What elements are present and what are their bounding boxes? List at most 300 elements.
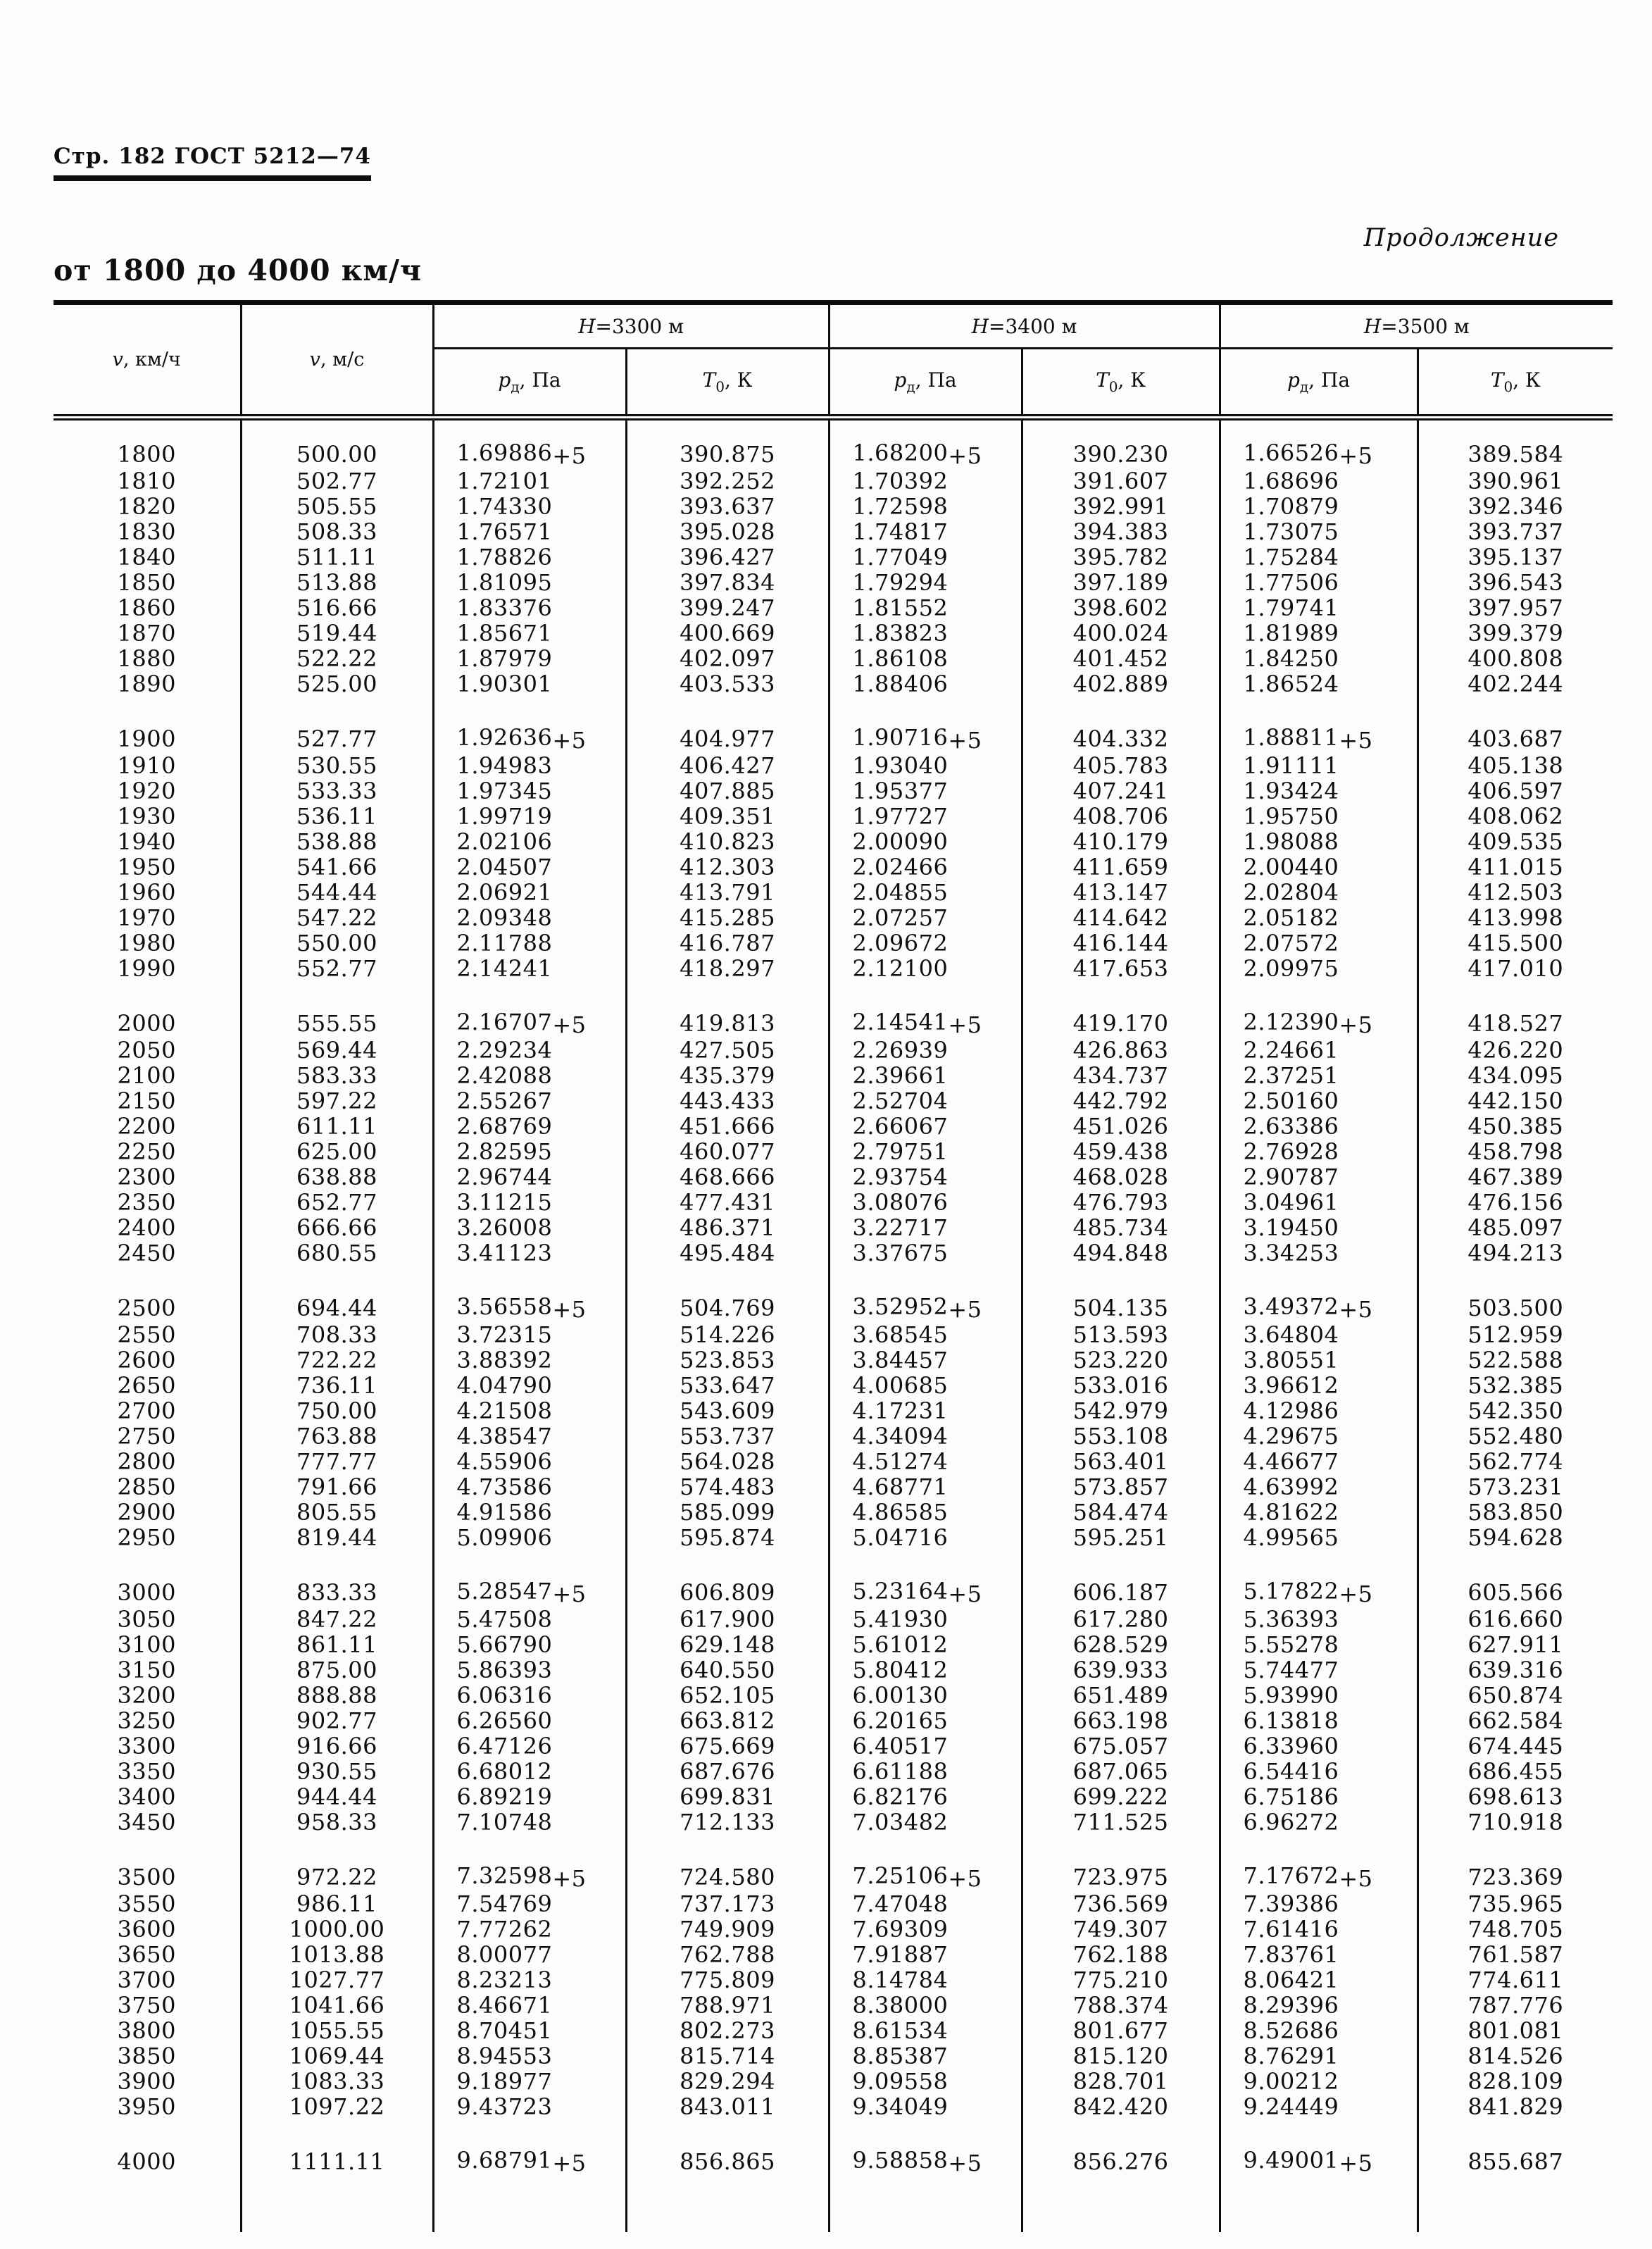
table-row [54,494,1613,519]
cell-v-ms: 513.88 [241,570,433,595]
cell-t-3300: 737.173 [626,1891,829,1917]
col-header-p-3300 [433,349,626,418]
cell-v-kmh: 1900 [117,725,176,752]
cell-t-3300: 460.077 [626,1139,829,1164]
spacer-cell [433,1550,626,1578]
cell-v-kmh: 1840 [117,543,176,571]
cell-v-kmh: 1810 [117,467,176,494]
cell-t-3300: 775.809 [626,1967,829,1993]
cell-p-3400: 2.07257 [829,905,1022,930]
cell-t-3400: 542.979 [1022,1398,1220,1423]
cell-p-3300: 4.55906 [433,1449,626,1474]
table-row [54,1759,1613,1784]
cell-p-3500: 1.88811+5 [1220,725,1418,753]
cell-p-3400: 1.90716+5 [829,725,1022,753]
cell-t-3400: 434.737 [1022,1063,1220,1088]
cell-t-3300: 687.676 [626,1759,829,1784]
table-row [54,646,1613,671]
cell-t-3500: 494.213 [1418,1240,1613,1266]
cell-v-kmh: 2050 [117,1036,176,1064]
exponent-suffix: +5 [1339,1011,1373,1038]
cell-t-3300: 412.303 [626,854,829,880]
h-symbol: H [1363,314,1382,338]
group-header-h3500 [1220,303,1613,349]
cell-p-3300: 5.66790 [433,1632,626,1657]
cell-p-3300: 2.96744 [433,1164,626,1190]
cell-t-3300: 595.874 [626,1525,829,1550]
cell-t-3300: 843.011 [626,2094,829,2119]
cell-t-3500: 458.798 [1418,1139,1613,1164]
cell-t-3300: 514.226 [626,1322,829,1347]
cell-t-3400: 391.607 [1022,468,1220,494]
cell-v-kmh: 3900 [117,2067,176,2095]
cell-p-3500: 2.02804 [1220,880,1418,905]
cell-p-3500: 1.73075 [1220,519,1418,544]
cell-v-kmh: 1870 [117,619,176,647]
cell-p-3400: 1.88406 [829,671,1022,697]
spacer-cell [241,1550,433,1578]
cell-p-3400: 5.61012 [829,1632,1022,1657]
p-subscript: д [906,378,915,395]
cell-v-ms: 680.55 [241,1240,433,1266]
cell-p-3500: 3.34253 [1220,1240,1418,1266]
cell-t-3500: 396.543 [1418,570,1613,595]
cell-t-3300: 652.105 [626,1683,829,1708]
cell-p-3500: 3.80551 [1220,1347,1418,1373]
cell-t-3400: 723.975 [1022,1863,1220,1891]
spacer-cell [1022,981,1220,1009]
spacer-cell [54,2119,241,2148]
spacer-cell [626,418,829,440]
cell-p-3500: 2.76928 [1220,1139,1418,1164]
cell-t-3400: 663.198 [1022,1708,1220,1733]
cell-t-3400: 687.065 [1022,1759,1220,1784]
spacer-cell [1220,1266,1418,1294]
cell-p-3400: 4.86585 [829,1500,1022,1525]
v-kmh-unit: , км/ч [123,349,181,370]
spacer-cell [829,2119,1022,2148]
spacer-cell [1022,697,1220,725]
cell-v-ms: 1111.11 [241,2148,433,2176]
cell-v-ms: 552.77 [241,956,433,981]
cell-v-ms: 777.77 [241,1449,433,1474]
cell-v-ms: 508.33 [241,519,433,544]
cell-t-3300: 606.809 [626,1578,829,1607]
cell-p-3400: 2.00090 [829,829,1022,854]
cell-p-3400: 7.91887 [829,1942,1022,1967]
cell-p-3400: 1.97727 [829,804,1022,829]
cell-p-3300: 9.43723 [433,2094,626,2119]
cell-p-3500: 3.96612 [1220,1373,1418,1398]
cell-t-3300: 712.133 [626,1809,829,1835]
cell-p-3300: 2.04507 [433,854,626,880]
table-row [54,725,1613,753]
cell-t-3500: 393.737 [1418,519,1613,544]
cell-p-3300: 2.82595 [433,1139,626,1164]
table-row [54,1373,1613,1398]
cell-t-3300: 396.427 [626,544,829,570]
spacer-cell [433,2176,626,2232]
cell-p-3500: 5.93990 [1220,1683,1418,1708]
cell-t-3500: 650.874 [1418,1683,1613,1708]
cell-t-3300: 399.247 [626,595,829,621]
table-row [54,621,1613,646]
cell-p-3400: 1.68200+5 [829,440,1022,468]
cell-v-kmh: 3450 [117,1808,176,1836]
cell-v-ms: 875.00 [241,1657,433,1683]
cell-t-3300: 402.097 [626,646,829,671]
cell-p-3400: 3.37675 [829,1240,1022,1266]
cell-p-3400: 5.41930 [829,1607,1022,1632]
spacer-cell [829,697,1022,725]
cell-p-3400: 2.66067 [829,1114,1022,1139]
cell-p-3500: 4.99565 [1220,1525,1418,1550]
cell-p-3400: 6.00130 [829,1683,1022,1708]
cell-t-3400: 408.706 [1022,804,1220,829]
cell-t-3400: 400.024 [1022,621,1220,646]
cell-p-3500: 8.29396 [1220,1993,1418,2018]
cell-t-3300: 409.351 [626,804,829,829]
table-row [54,778,1613,804]
cell-p-3400: 7.03482 [829,1809,1022,1835]
spacer-cell [1022,1835,1220,1863]
cell-t-3300: 427.505 [626,1038,829,1063]
cell-p-3400: 3.22717 [829,1215,1022,1240]
cell-p-3300: 2.29234 [433,1038,626,1063]
cell-p-3300: 6.47126 [433,1733,626,1759]
cell-p-3500: 6.13818 [1220,1708,1418,1733]
cell-v-kmh: 2900 [117,1498,176,1526]
cell-t-3300: 617.900 [626,1607,829,1632]
cell-p-3300: 2.14241 [433,956,626,981]
table-row [54,671,1613,697]
cell-v-kmh: 3200 [117,1681,176,1709]
cell-v-kmh: 1940 [117,828,176,855]
cell-p-3400: 3.08076 [829,1190,1022,1215]
cell-t-3400: 476.793 [1022,1190,1220,1215]
cell-v-ms: 750.00 [241,1398,433,1423]
cell-v-ms: 541.66 [241,854,433,880]
cell-v-ms: 597.22 [241,1088,433,1114]
cell-t-3500: 390.961 [1418,468,1613,494]
cell-t-3500: 686.455 [1418,1759,1613,1784]
cell-v-ms: 791.66 [241,1474,433,1500]
exponent-suffix: +5 [1339,442,1373,469]
cell-v-ms: 736.11 [241,1373,433,1398]
cell-p-3300: 3.41123 [433,1240,626,1266]
cell-p-3500: 2.50160 [1220,1088,1418,1114]
exponent-suffix: +5 [552,442,587,469]
cell-t-3400: 411.659 [1022,854,1220,880]
cell-t-3400: 699.222 [1022,1784,1220,1809]
cell-t-3500: 639.316 [1418,1657,1613,1683]
cell-v-ms: 625.00 [241,1139,433,1164]
spacer-cell [241,2119,433,2148]
cell-v-kmh: 2450 [117,1239,176,1266]
cell-p-3500: 8.52686 [1220,2018,1418,2043]
cell-v-ms: 544.44 [241,880,433,905]
cell-t-3500: 426.220 [1418,1038,1613,1063]
cell-v-kmh: 3100 [117,1631,176,1658]
cell-t-3400: 404.332 [1022,725,1220,753]
cell-t-3400: 395.782 [1022,544,1220,570]
spacer-cell [1418,2176,1613,2232]
cell-p-3500: 1.93424 [1220,778,1418,804]
spacer-cell [54,697,241,725]
v-symbol: v [309,349,320,370]
cell-t-3400: 617.280 [1022,1607,1220,1632]
cell-t-3500: 512.959 [1418,1322,1613,1347]
exponent-suffix: +5 [1339,726,1373,754]
cell-v-kmh: 2650 [117,1371,176,1399]
table-row [54,1114,1613,1139]
cell-p-3400: 5.04716 [829,1525,1022,1550]
table-row [54,1088,1613,1114]
cell-t-3400: 749.307 [1022,1917,1220,1942]
cell-p-3300: 3.26008 [433,1215,626,1240]
cell-t-3300: 749.909 [626,1917,829,1942]
table-row [54,854,1613,880]
cell-v-ms: 1041.66 [241,1993,433,2018]
cell-t-3500: 392.346 [1418,494,1613,519]
cell-p-3400: 2.79751 [829,1139,1022,1164]
cell-p-3400: 4.51274 [829,1449,1022,1474]
v-ms-unit: , м/с [320,349,365,370]
cell-t-3500: 417.010 [1418,956,1613,981]
table-row [54,1891,1613,1917]
exponent-suffix: +5 [552,1011,587,1038]
cell-t-3400: 402.889 [1022,671,1220,697]
cell-t-3500: 434.095 [1418,1063,1613,1088]
spacer-cell [1418,418,1613,440]
cell-t-3400: 451.026 [1022,1114,1220,1139]
spacer-cell [54,418,241,440]
cell-p-3400: 1.77049 [829,544,1022,570]
cell-v-ms: 722.22 [241,1347,433,1373]
cell-v-kmh: 2400 [117,1214,176,1241]
cell-v-ms: 986.11 [241,1891,433,1917]
table-row [54,804,1613,829]
cell-v-kmh: 1820 [117,492,176,520]
table-row [54,440,1613,468]
cell-p-3500: 1.91111 [1220,753,1418,778]
cell-t-3500: 774.611 [1418,1967,1613,1993]
cell-t-3400: 736.569 [1022,1891,1220,1917]
table-row [54,753,1613,778]
p-symbol: p [1287,368,1300,392]
cell-t-3400: 390.230 [1022,440,1220,468]
cell-p-3400: 9.58858+5 [829,2148,1022,2176]
cell-v-ms: 1083.33 [241,2069,433,2094]
range-title: от 1800 до 4000 км/ч [54,254,422,287]
spacer-cell [54,981,241,1009]
table-row [54,1294,1613,1322]
cell-v-kmh: 3400 [117,1783,176,1810]
cell-v-kmh: 2850 [117,1473,176,1500]
cell-p-3500: 9.49001+5 [1220,2148,1418,2176]
cell-t-3400: 628.529 [1022,1632,1220,1657]
cell-t-3300: 416.787 [626,930,829,956]
cell-t-3300: 443.433 [626,1088,829,1114]
cell-v-ms: 847.22 [241,1607,433,1632]
cell-p-3500: 2.05182 [1220,905,1418,930]
cell-t-3500: 801.081 [1418,2018,1613,2043]
cell-v-ms: 527.77 [241,725,433,753]
cell-v-kmh: 4000 [117,2148,176,2175]
spacer-cell [433,697,626,725]
exponent-suffix: +5 [552,726,587,754]
cell-p-3300: 6.68012 [433,1759,626,1784]
cell-p-3300: 4.21508 [433,1398,626,1423]
cell-t-3300: 390.875 [626,440,829,468]
table-row [54,544,1613,570]
cell-p-3400: 2.26939 [829,1038,1022,1063]
cell-t-3300: 419.813 [626,1009,829,1038]
cell-v-ms: 611.11 [241,1114,433,1139]
cell-p-3400: 1.86108 [829,646,1022,671]
cell-t-3500: 532.385 [1418,1373,1613,1398]
cell-t-3300: 574.483 [626,1474,829,1500]
continuation-label: Продолжение [1363,224,1559,252]
cell-p-3300: 2.09348 [433,905,626,930]
spacer-cell [1418,697,1613,725]
cell-t-3400: 513.593 [1022,1322,1220,1347]
cell-t-3500: 402.244 [1418,671,1613,697]
cell-v-ms: 861.11 [241,1632,433,1657]
cell-v-ms: 708.33 [241,1322,433,1347]
cell-t-3300: 856.865 [626,2148,829,2176]
table-row [54,1190,1613,1215]
cell-t-3400: 392.991 [1022,494,1220,519]
table-row [54,1398,1613,1423]
cell-t-3500: 403.687 [1418,725,1613,753]
cell-v-ms: 833.33 [241,1578,433,1607]
cell-v-kmh: 3800 [117,2017,176,2044]
spacer-row [54,418,1613,440]
cell-v-kmh: 1830 [117,518,176,545]
cell-v-ms: 888.88 [241,1683,433,1708]
cell-p-3500: 5.36393 [1220,1607,1418,1632]
cell-p-3500: 1.98088 [1220,829,1418,854]
cell-p-3500: 3.64804 [1220,1322,1418,1347]
cell-v-kmh: 2100 [117,1061,176,1089]
exponent-suffix: +5 [552,2149,587,2176]
table-row [54,595,1613,621]
table-row [54,1917,1613,1942]
cell-t-3300: 406.427 [626,753,829,778]
cell-t-3300: 675.669 [626,1733,829,1759]
table-row [54,1063,1613,1088]
cell-t-3300: 762.788 [626,1942,829,1967]
spacer-cell [241,2176,433,2232]
t-unit: , К [1118,368,1146,392]
cell-v-ms: 1013.88 [241,1942,433,1967]
cell-p-3400: 2.09672 [829,930,1022,956]
cell-p-3500: 6.75186 [1220,1784,1418,1809]
table-row [54,1863,1613,1891]
spacer-cell [626,2119,829,2148]
cell-t-3500: 787.776 [1418,1993,1613,2018]
cell-p-3300: 8.94553 [433,2043,626,2069]
cell-v-kmh: 3150 [117,1656,176,1683]
spacer-row [54,981,1613,1009]
cell-p-3400: 1.79294 [829,570,1022,595]
spacer-cell [1022,2119,1220,2148]
cell-p-3400: 8.61534 [829,2018,1022,2043]
cell-p-3400: 6.20165 [829,1708,1022,1733]
exponent-suffix: +5 [948,1864,982,1892]
cell-v-kmh: 2550 [117,1321,176,1348]
cell-v-kmh: 2500 [117,1294,176,1321]
t-symbol: T [1096,368,1109,392]
cell-v-kmh: 3850 [117,2042,176,2069]
t-subscript: 0 [715,378,725,395]
cell-v-kmh: 2700 [117,1397,176,1424]
spacer-cell [54,1550,241,1578]
cell-t-3500: 476.156 [1418,1190,1613,1215]
cell-v-ms: 555.55 [241,1009,433,1038]
cell-t-3300: 413.791 [626,880,829,905]
cell-p-3500: 2.63386 [1220,1114,1418,1139]
spacer-cell [1022,1550,1220,1578]
spacer-cell [1220,1835,1418,1863]
cell-p-3400: 1.70392 [829,468,1022,494]
cell-v-kmh: 1980 [117,929,176,957]
cell-p-3400: 2.02466 [829,854,1022,880]
h-symbol: H [578,314,596,338]
t-symbol: T [702,368,716,392]
spacer-cell [241,1266,433,1294]
exponent-suffix: +5 [948,2149,982,2176]
cell-v-ms: 516.66 [241,595,433,621]
cell-t-3400: 711.525 [1022,1809,1220,1835]
cell-t-3300: 533.647 [626,1373,829,1398]
cell-t-3300: 523.853 [626,1347,829,1373]
cell-t-3300: 504.769 [626,1294,829,1322]
spacer-cell [433,1266,626,1294]
col-header-p-3400 [829,349,1022,418]
cell-p-3300: 4.04790 [433,1373,626,1398]
cell-t-3500: 841.829 [1418,2094,1613,2119]
cell-v-ms: 522.22 [241,646,433,671]
cell-t-3500: 400.808 [1418,646,1613,671]
spacer-cell [1418,1550,1613,1578]
spacer-row [54,697,1613,725]
cell-p-3500: 1.75284 [1220,544,1418,570]
spacer-cell [1220,981,1418,1009]
cell-v-kmh: 3300 [117,1732,176,1759]
cell-p-3400: 2.52704 [829,1088,1022,1114]
p-symbol: p [498,368,511,392]
group-header-h3400 [829,303,1220,349]
cell-v-kmh: 2300 [117,1163,176,1190]
cell-p-3500: 1.79741 [1220,595,1418,621]
data-table [54,300,1613,2232]
cell-v-ms: 1097.22 [241,2094,433,2119]
cell-t-3300: 451.666 [626,1114,829,1139]
cell-v-kmh: 2150 [117,1087,176,1114]
cell-v-ms: 666.66 [241,1215,433,1240]
cell-p-3300: 4.73586 [433,1474,626,1500]
cell-v-kmh: 1860 [117,594,176,621]
p-symbol: p [894,368,907,392]
spacer-row [54,1550,1613,1578]
cell-t-3300: 486.371 [626,1215,829,1240]
spacer-cell [433,981,626,1009]
cell-t-3400: 563.401 [1022,1449,1220,1474]
col-header-t-3300 [626,349,829,418]
cell-p-3400: 8.14784 [829,1967,1022,1993]
